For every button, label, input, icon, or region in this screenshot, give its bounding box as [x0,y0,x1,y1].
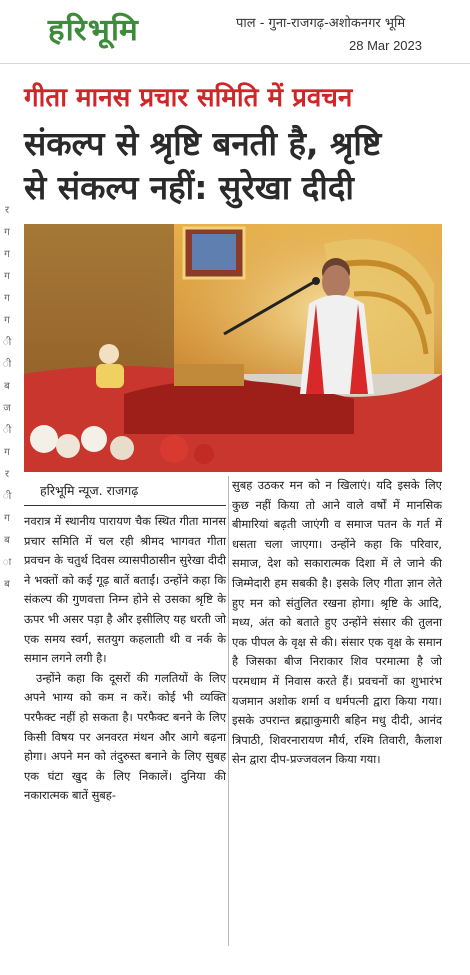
strip-char: ी [2,425,12,436]
article-column-right [232,476,442,770]
strip-char: र [4,469,10,480]
article-photo [24,224,442,472]
strip-char: ब [4,535,10,546]
strip-char: ग [4,249,10,260]
article-kicker: गीता मानस प्रचार समिति में प्रवचन [24,83,353,113]
strip-char: ा [2,557,12,568]
article-paragraph: उन्होंने कहा कि दूसरों की गलतियों के लिए अपने भाग्य को कम न करें। कोई भी व्यक्ति परफैक्ट नहीं हो सकता है। परफैक्ट बनने के लिए किसी विषय पर अनवरत मंथन और आगे बढ़ना होगा। अपने मन को तंदुरुस्त बनाने के लिए सुबह एक घंटा खुद के लिए निकालें। दुनिया की नकारात्मक बातें सुबह- [24,670,226,803]
edition-label: पाल - गुना-राजगढ़-अशोकनगर भूमि [236,16,406,31]
photo-illustration [24,224,442,472]
strip-char: ग [4,293,10,304]
article-headline [24,122,444,210]
strip-char: र [4,205,10,216]
strip-char: ी [2,337,12,348]
strip-char: ग [4,513,10,524]
article-column-left [24,476,226,806]
strip-char: ज [3,403,11,414]
headline-line: से संकल्प नहीं: सुरेखा दीदी [24,168,354,207]
column-divider [228,476,229,946]
strip-char: ी [2,359,12,370]
article-paragraph: नवरात्र में स्थानीय पारायण चैक स्थित गीता मानस प्रचार समिति में चल रही श्रीमद भागवत गीता प्रवचन के चतुर्थ दिवस व्यासपीठासीन सुरेखा दीदी ने भक्तों को कई गूढ़ बातें बताईं। उन्होंने कहा कि संकल्प की गुणवत्ता निम्न होने से उसका श्रृष्टि के ऊपर भी असर पड़ा है और इसीलिए यह धरती जो एक समय स्वर्ग, सतयुग कहलाती थी व नर्क के समान लगने लगी है। [24,514,226,666]
strip-char: ब [4,579,10,590]
publication-date: 28 Mar 2023 [349,38,422,53]
adjacent-column-fragment [0,200,14,600]
article-paragraph: सुबह उठकर मन को न खिलाएं। यदि इसके लिए कुछ नहीं किया तो आने वाले वर्षों में मानसिक बीमारियां बढ़ती जाएंगी व समाज पतन के गर्त में धसता चला जाएगा। उन्होंने कहा कि परिवार, समाज, देश को सकारात्मक दिशा में ले जाने की जिम्मेदारी हम सबकी है। इसके लिए गीता ज्ञान लेते हुए मन को संतुलित रखना होगा। श्रृष्टि के आदि, मध्य, अंत को बताते हुए उन्होंने संसार की तुलना एक पीपल के वृक्ष से की। संसार एक वृक्ष के समान है जिसका बीज निराकार शिव परमात्मा है जो परमधाम में निवास करते हैं। प्रवचनों का शुभारंभ यजमान अशोक शर्मा व धर्मपत्नी द्वारा किया गया। इसके उपरान्त ब्रह्माकुमारी बहिन मधु दीदी, आनंद त्रिपाठी, शिवरनारायण मौर्य, रश्मि तिवारी, कैलाश सेन द्वारा दीप-प्रज्जवलन किया गया। [232,478,442,767]
masthead [0,0,470,64]
newspaper-logo: हरिभूमि [47,13,139,48]
strip-char: ी [2,491,12,502]
headline-line: संकल्प से श्रृष्टि बनती है, श्रृष्टि [24,124,382,163]
article-byline: हरिभूमि न्यूज. राजगढ़ [24,476,226,506]
strip-char: ग [4,315,10,326]
strip-char: ग [4,227,10,238]
strip-char: ग [4,447,10,458]
strip-char: ब [4,381,10,392]
strip-char: ग [4,271,10,282]
